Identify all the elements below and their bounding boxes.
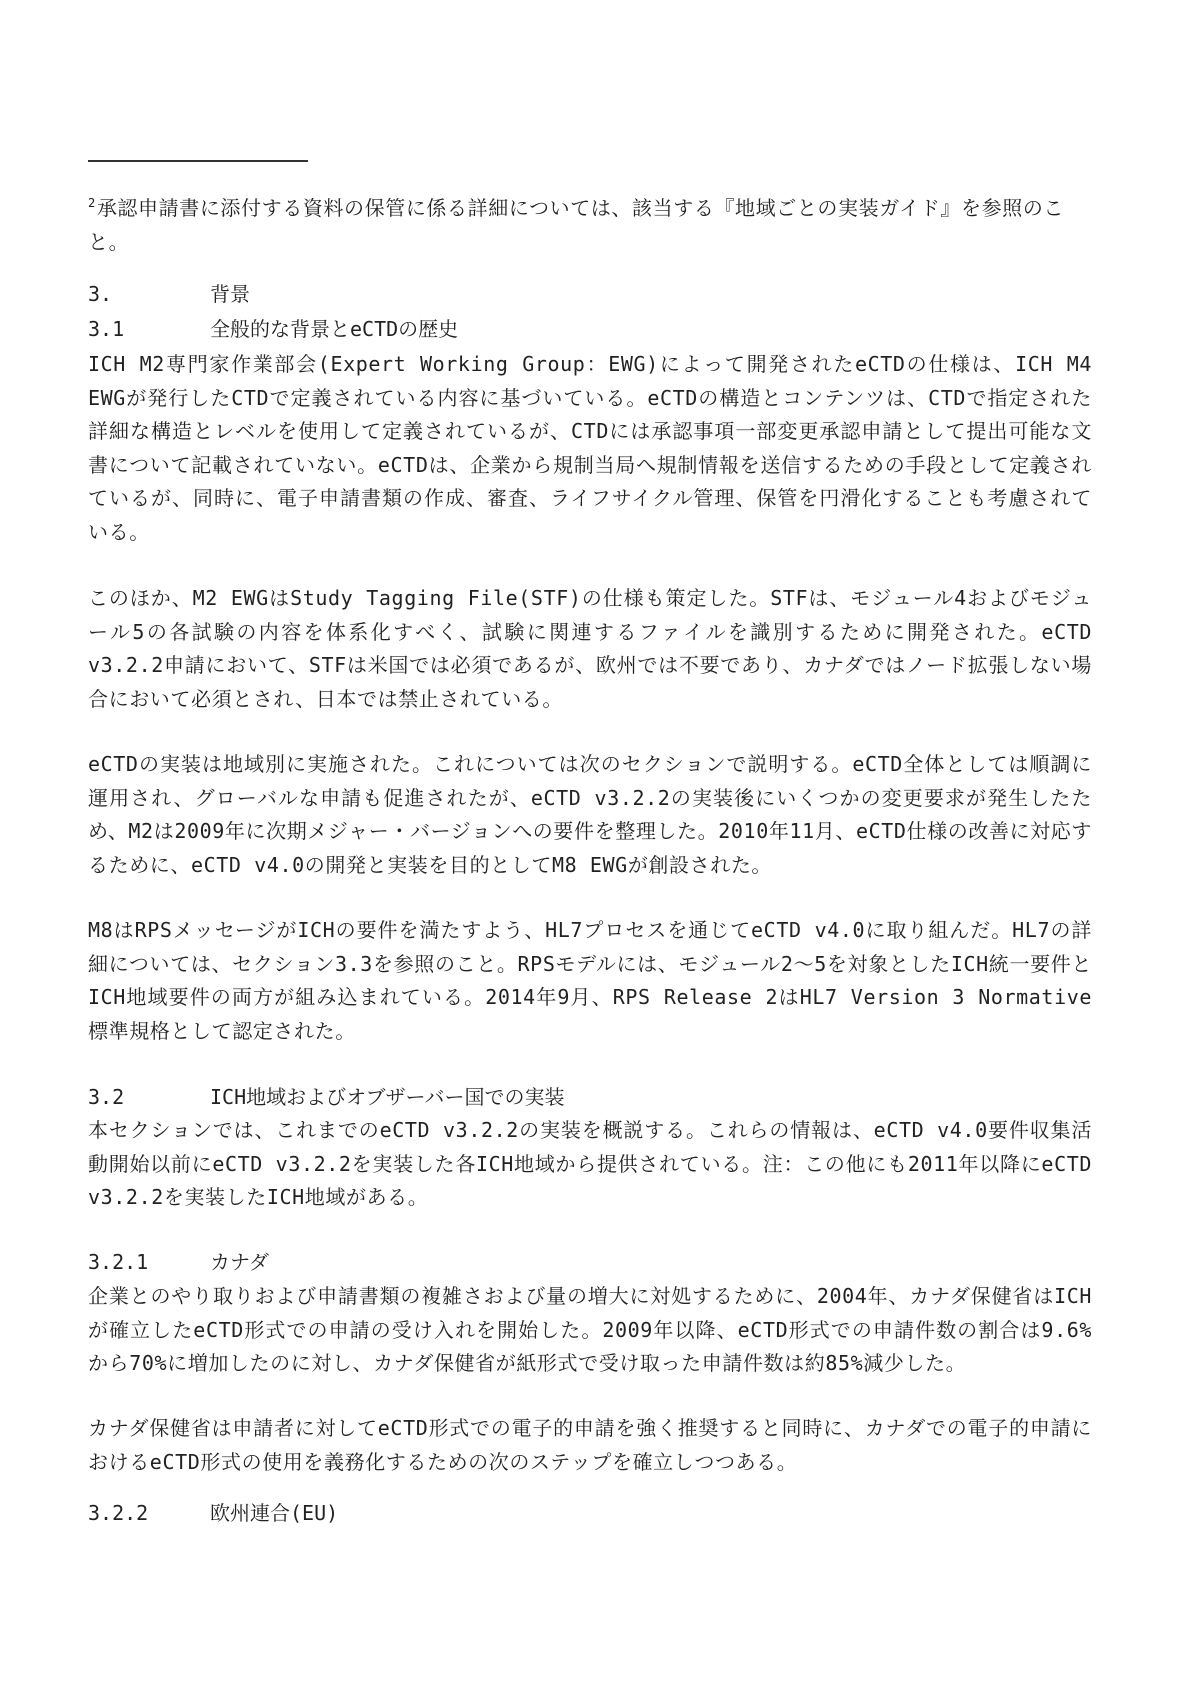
paragraph-m8-rps: M8はRPSメッセージがICHの要件を満たすよう、HL7プロセスを通じてeCTD v4.0に取り組んだ。HL7の詳細については、セクション3.3を参照のこと。RPSモデルには、モジュール2～5を対象としたICH統一要件とICH地域要件の両方が組み込まれている。2014年9月、RPS Release 2はHL7 Version 3 Normative標準規格として認定された。: [88, 918, 1092, 1043]
paragraph-ich-implementation: 本セクションでは、これまでのeCTD v3.2.2の実装を概説する。これらの情報は、eCTD v4.0要件収集活動開始以前にeCTD v3.2.2を実装した各ICH地域から提供されている。注：この他にも2011年以降にeCTD v3.2.2を実装したICH地域がある。: [88, 1118, 1092, 1209]
paragraph-canada-next-steps: カナダ保健省は申請者に対してeCTD形式での電子的申請を強く推奨すると同時に、カナダでの電子的申請におけるeCTD形式の使用を義務化するための次のステップを確立しつつある。: [88, 1416, 1092, 1474]
section-title: ICH地域およびオブザーバー国での実装: [210, 1085, 565, 1109]
section-title: 欧州連合(EU): [210, 1501, 339, 1525]
section-number: 3.2: [88, 1085, 125, 1109]
section-title: 背景: [210, 282, 250, 306]
section-title: カナダ: [210, 1250, 269, 1274]
section-heading-3-2-2: [88, 1497, 338, 1529]
footnote: [88, 186, 1094, 259]
section-number: 3.2.1: [88, 1250, 149, 1274]
section-number: 3.2.2: [88, 1501, 149, 1525]
section-heading-3-1: [88, 313, 458, 345]
section-title: 全般的な背景とeCTDの歴史: [210, 317, 459, 341]
paragraph-ectd-history: ICH M2専門家作業部会(Expert Working Group：EWG)によって開発されたeCTDの仕様は、ICH M4 EWGが発行したCTDで定義されている内容に基づいている。eCTDの構造とコンテンツは、CTDで指定された詳細な構造とレベルを使用して定義されているが、CTDには承認事項一部変更承認申請として提出可能な文書について記載されていない。eCTDは、企業から規制当局へ規制情報を送信するための手段として定義されているが、同時に、電子申請書類の作成、審査、ライフサイクル管理、保管を円滑化することも考慮されている。: [88, 352, 1092, 544]
section-heading-3-2: [88, 1081, 565, 1113]
paragraph-ectd-implementation: eCTDの実装は地域別に実施された。これについては次のセクションで説明する。eCTD全体としては順調に運用され、グローバルな申請も促進されたが、eCTD v3.2.2の実装後にいくつかの変更要求が発生したため、M2は2009年に次期メジャー・バージョンへの要件を整理した。2010年11月、eCTD仕様の改善に対応するために、eCTD v4.0の開発と実装を目的としてM8 EWGが創設された。: [88, 752, 1092, 877]
paragraph-stf: このほか、M2 EWGはStudy Tagging File(STF)の仕様も策定した。STFは、モジュール4およびモジュール5の各試験の内容を体系化すべく、試験に関連するファイルを識別するために開発された。eCTD v3.2.2申請において、STFは米国では必須であるが、欧州では不要であり、カナダではノード拡張しない場合において必須とされ、日本では禁止されている。: [88, 586, 1092, 711]
paragraph-canada-adoption: 企業とのやり取りおよび申請書類の複雑さおよび量の増大に対処するために、2004年、カナダ保健省はICHが確立したeCTD形式での申請の受け入れを開始した。2009年以降、eCTD形式での申請件数の割合は9.6%から70%に増加したのに対し、カナダ保健省が紙形式で受け取った申請件数は約85%減少した。: [88, 1284, 1092, 1375]
section-number: 3.1: [88, 317, 125, 341]
footnote-separator: [88, 160, 308, 162]
section-heading-3-2-1: [88, 1246, 269, 1278]
footnote-mark: 2: [88, 196, 96, 210]
section-number: 3.: [88, 282, 113, 306]
section-heading-3: [88, 278, 250, 310]
footnote-text: 承認申請書に添付する資料の保管に係る詳細については、該当する『地域ごとの実装ガイド』を参照のこと。: [88, 196, 1065, 254]
